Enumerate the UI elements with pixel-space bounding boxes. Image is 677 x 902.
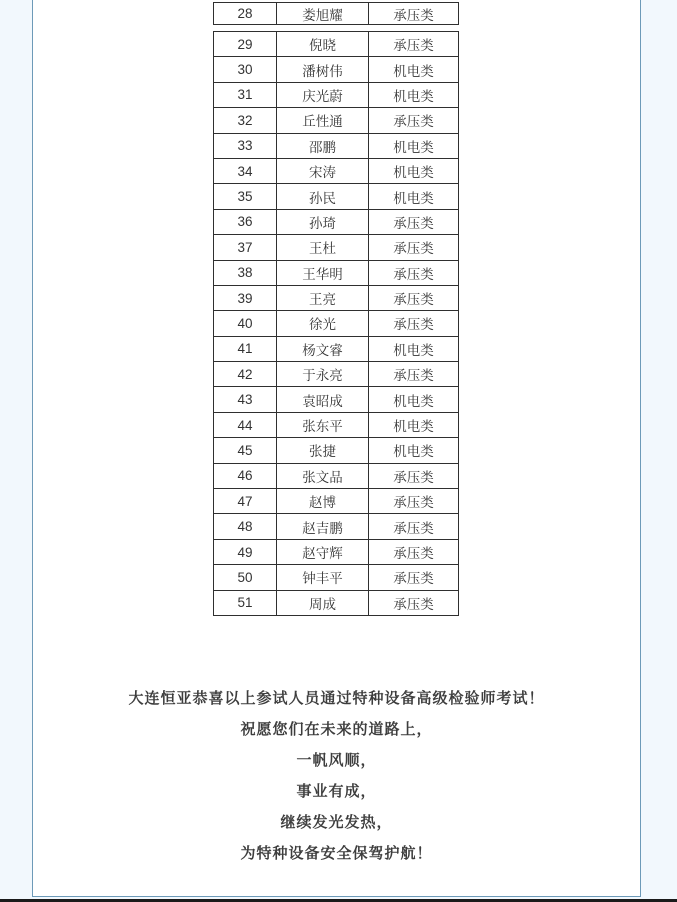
cell-category: 机电类 [369,336,459,361]
cell-name: 杨文睿 [277,336,369,361]
table-row [214,82,459,107]
table-row [214,412,459,437]
cell-name: 赵守辉 [277,539,369,564]
table-row [214,463,459,488]
table-row [214,57,459,82]
table-row [214,209,459,234]
table-row [214,133,459,158]
cell-name: 丘性通 [277,108,369,133]
table-row [214,514,459,539]
congrats-line: 事业有成， [296,783,377,800]
table-row [214,565,459,590]
cell-category: 机电类 [369,57,459,82]
cell-name: 袁昭成 [277,387,369,412]
cell-number: 43 [214,387,277,412]
roster-table-partial [213,2,459,25]
cell-category: 承压类 [369,235,459,260]
cell-name: 张文品 [277,463,369,488]
table-row [214,387,459,412]
table-row [214,260,459,285]
cell-number: 29 [214,32,277,57]
cell-number: 46 [214,463,277,488]
cell-name: 孙琦 [277,209,369,234]
cell-category: 机电类 [369,133,459,158]
cell-number: 30 [214,57,277,82]
table-row [214,108,459,133]
roster-table-partial-body [214,3,459,25]
table-row [214,184,459,209]
cell-category: 机电类 [369,184,459,209]
cell-name: 赵吉鹏 [277,514,369,539]
cell-category: 承压类 [369,3,459,25]
cell-category: 承压类 [369,260,459,285]
congrats-line: 祝愿您们在未来的道路上， [240,721,433,738]
cell-name: 王亮 [277,285,369,310]
cell-number: 50 [214,565,277,590]
cell-category: 承压类 [369,489,459,514]
cell-number: 49 [214,539,277,564]
congrats-line: 继续发光发热， [280,814,393,831]
cell-category: 机电类 [369,82,459,107]
cell-number: 44 [214,412,277,437]
congrats-line: 一帆风顺， [296,752,377,769]
cell-number: 33 [214,133,277,158]
cell-number: 47 [214,489,277,514]
cell-category: 机电类 [369,438,459,463]
table-row [214,235,459,260]
cell-number: 39 [214,285,277,310]
cell-category: 承压类 [369,311,459,336]
cell-name: 孙民 [277,184,369,209]
cell-name: 王华明 [277,260,369,285]
table-row [214,311,459,336]
cell-number: 38 [214,260,277,285]
table-row [214,590,459,615]
cell-category: 机电类 [369,387,459,412]
cell-number: 37 [214,235,277,260]
cell-category: 机电类 [369,158,459,183]
cell-category: 承压类 [369,514,459,539]
cell-name: 徐光 [277,311,369,336]
table-row [214,489,459,514]
cell-number: 28 [214,3,277,25]
cell-name: 倪晓 [277,32,369,57]
table-row [214,539,459,564]
table-row [214,32,459,57]
cell-name: 钟丰平 [277,565,369,590]
cell-name: 宋涛 [277,158,369,183]
cell-name: 娄旭耀 [277,3,369,25]
cell-number: 31 [214,82,277,107]
cell-number: 35 [214,184,277,209]
congrats-line: 为特种设备安全保驾护航！ [240,845,433,862]
cell-category: 承压类 [369,539,459,564]
cell-number: 40 [214,311,277,336]
cell-number: 36 [214,209,277,234]
cell-category: 承压类 [369,209,459,234]
congratulations-block [33,690,640,876]
cell-name: 潘树伟 [277,57,369,82]
cell-number: 48 [214,514,277,539]
cell-name: 张捷 [277,438,369,463]
cell-category: 承压类 [369,463,459,488]
cell-number: 51 [214,590,277,615]
cell-name: 邵鹏 [277,133,369,158]
congrats-line: 大连恒亚恭喜以上参试人员通过特种设备高级检验师考试！ [128,690,545,707]
cell-category: 承压类 [369,362,459,387]
table-row [214,438,459,463]
cell-number: 45 [214,438,277,463]
roster-table-main [213,31,459,616]
cell-category: 机电类 [369,412,459,437]
cell-category: 承压类 [369,32,459,57]
cell-name: 庆光蔚 [277,82,369,107]
cell-number: 41 [214,336,277,361]
cell-number: 32 [214,108,277,133]
table-row [214,3,459,25]
cell-category: 承压类 [369,565,459,590]
cell-number: 34 [214,158,277,183]
roster-table-main-body [214,32,459,616]
table-row [214,362,459,387]
cell-name: 于永亮 [277,362,369,387]
cell-name: 赵博 [277,489,369,514]
cell-category: 承压类 [369,108,459,133]
cell-name: 王杜 [277,235,369,260]
cell-category: 承压类 [369,590,459,615]
table-row [214,285,459,310]
cell-name: 周成 [277,590,369,615]
table-row [214,158,459,183]
cell-name: 张东平 [277,412,369,437]
table-row [214,336,459,361]
cell-category: 承压类 [369,285,459,310]
cell-number: 42 [214,362,277,387]
